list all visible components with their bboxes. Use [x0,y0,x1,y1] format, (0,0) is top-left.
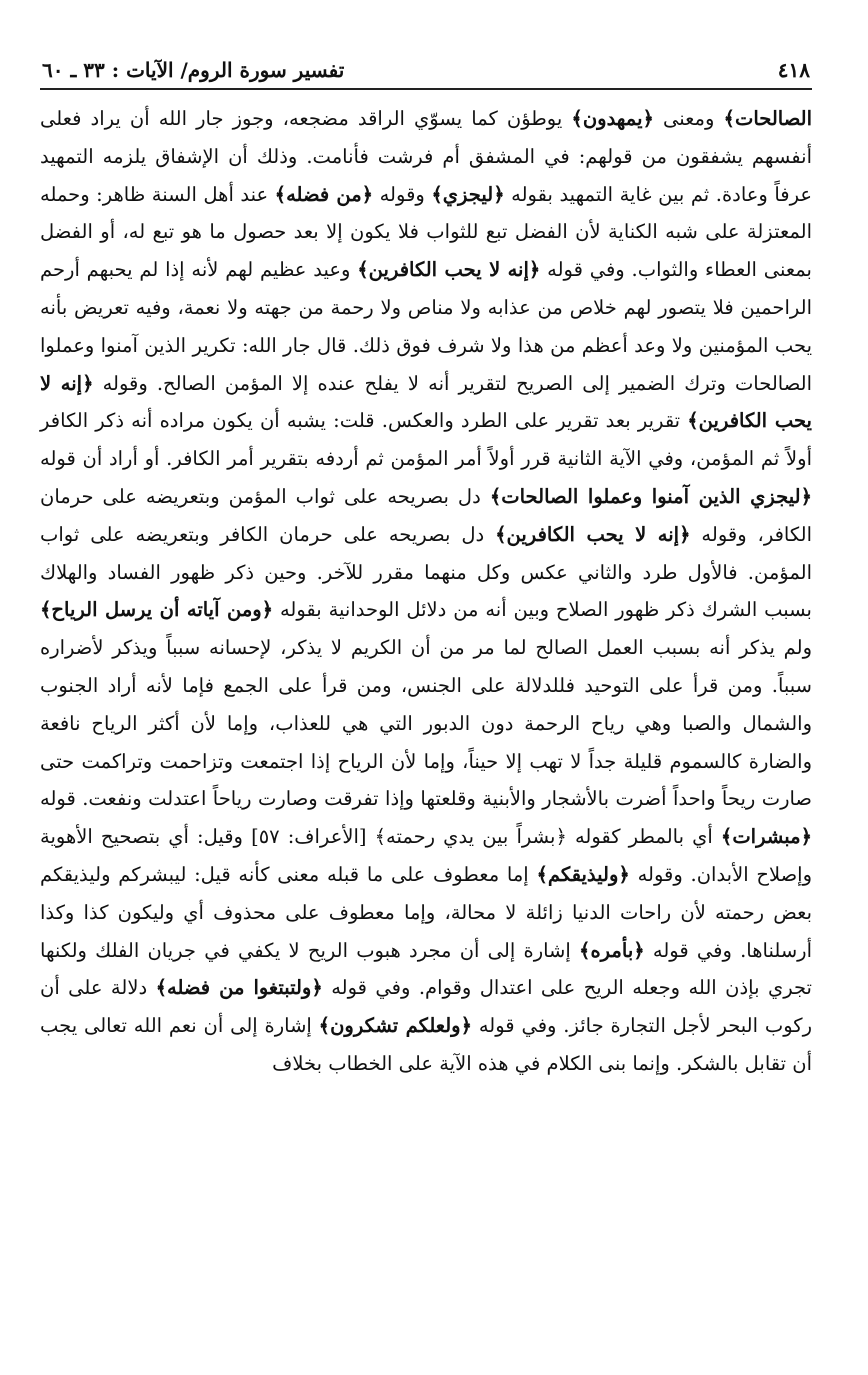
text-run: دل بصريحه على ثواب المؤمن وبتعريضه على حرمان الكافر، وقوله [40,484,812,546]
quran-quote: ﴿ليجزي الذين آمنوا وعملوا الصالحات﴾ [489,484,813,508]
text-run: وقوله [373,182,432,206]
text-run: ومعنى [653,107,724,130]
text-run: إما معطوف على ما قبله معنى كأنه قيل: ليبشركم وليذيقكم بعض رحمته لأن راحات الدنيا زائلة لا محالة، وإما معطوف على محذوف أي وليكون كذا وكذا أرسلناها. وفي قوله [40,862,812,962]
page-number: ٤١٨ [777,58,810,82]
quran-quote: ﴿من فضله﴾ [274,182,374,206]
quran-quote: ﴿إنه لا يحب الكافرين﴾ [495,522,691,546]
page-header [40,48,812,86]
body-paragraph [40,100,812,1083]
quran-quote: ﴿إنه لا يحب الكافرين﴾ [40,371,812,433]
quran-quote: ﴿يمهدون﴾ [571,107,654,130]
quran-quote: ﴿إنه لا يحب الكافرين﴾ [357,258,541,282]
text-run: دلالة على أن ركوب البحر لأجل التجارة جائز. وفي قوله [40,976,812,1038]
quran-quote: ﴿ولتبتغوا من فضله﴾ [155,976,323,1000]
text-run: عند أهل السنة ظاهر: وحمله المعتزلة على شبه الكناية لأن الفضل تبع للثواب فلا يكون إلا بعد حصول ما هو تبع له، أو الفضل بمعنى العطاء والثواب. وفي قوله [40,182,812,282]
quran-quote: ﴿مبشرات﴾ [720,825,813,849]
text-run: دل بصريحه على حرمان الكافر وبتعريضه على ثواب المؤمن. فالأول طرد والثاني عكس وكل منهما مقرر للآخر. وحين ذكر ظهور الفساد والهلاك بسبب الشرك ذكر ظهور الصلاح وبين أنه من دلائل الوحدانية بقوله [40,522,812,622]
text-run: ولم يذكر أنه بسبب العمل الصالح لما مر من أن الكريم لا يذكر، لإحسانه سبباً ويذكر لأضراره سبباً. ومن قرأ على التوحيد فللدلالة على الجنس، ومن قرأ على الجمع فإما لأنه أراد الجنوب والشمال والصبا وهي رياح الرحمة دون الدبور التي هي للعذاب، وإما لأن أكثر الرياح نافعة والضارة كالسموم قليلة جداً لا تهب إلا حيناً، وإما لأن الرياح إذا اجتمعت وتزاحمت وتراكمت حتى صارت ريحاً واحداً أضرت بالأشجار والأبنية وقلعتها وإذا تفرقت وصارت رياحاً اعتدلت ونفعت. قوله [40,636,812,811]
book-page [40,48,812,1083]
quran-quote: ﴿بأمره﴾ [579,938,645,962]
running-title: تفسير سورة الروم/ الآيات : ٣٣ ـ ٦٠ [42,58,345,82]
text-run: ﴿بشراً بين يدي رحمته﴾ [374,825,567,849]
quran-quote: ﴿وليذيقكم﴾ [536,862,630,886]
text-run: وعيد عظيم لهم لأنه إذا لم يحبهم أرحم الراحمين فلا يتصور لهم خلاص من عذابه ولا مناص ولا رحمة من جهته ولا نعمة، وفيه تعريض بأنه يحب المؤمنين ولا وعد أعظم من هذا ولا شرف فوق ذلك. قال جار الله: تكرير الذين آمنوا وعملوا الصالحات وترك الضمير إلى الصريح لتقرير أنه لا يفلح عنده إلا المؤمن الصالح. وقوله [40,258,812,395]
text-run: تقرير بعد تقرير على الطرد والعكس. قلت: يشبه أن يكون مراده أنه ذكر الكافر أولاً ثم المؤمن، وفي الآية الثانية قرر أولاً أمر المؤمن ثم أردفه بتقرير أمر الكافر. أو أراد أن قوله [40,409,812,471]
quran-quote: الصالحات﴾ [723,107,812,130]
quran-quote: ﴿ومن آياته أن يرسل الرياح﴾ [40,598,274,622]
body-text [40,100,812,1083]
text-run: يوطؤن كما يسوّي الراقد مضجعه، وجوز جار الله أن يراد فعلى أنفسهم يشفقون من قولهم: في المشفق أم فرشت فأنامت. وذلك أن الإشفاق يلزمه التمهيد عرفاً وعادة. ثم بين غاية التمهيد بقوله [40,107,813,206]
text-run: إشارة إلى أن نعم الله تعالى يجب أن تقابل بالشكر. وإنما بنى الكلام في هذه الآية على الخطاب بخلاف [40,1014,812,1075]
text-run: إشارة إلى أن مجرد هبوب الريح لا يكفي في جريان الفلك ولكنها تجري بإذن الله وجعله الريح على اعتدال وقوام. وفي قوله [40,938,812,1000]
header-rule [40,88,812,90]
quran-quote: ﴿ولعلكم تشكرون﴾ [318,1014,472,1038]
quran-quote: ﴿ليجزي﴾ [431,182,505,206]
text-run: [الأعراف: ٥٧] وقيل: أي بتصحيح الأهوية وإصلاح الأبدان. وقوله [40,825,813,886]
text-run: أي بالمطر كقوله [566,825,721,849]
